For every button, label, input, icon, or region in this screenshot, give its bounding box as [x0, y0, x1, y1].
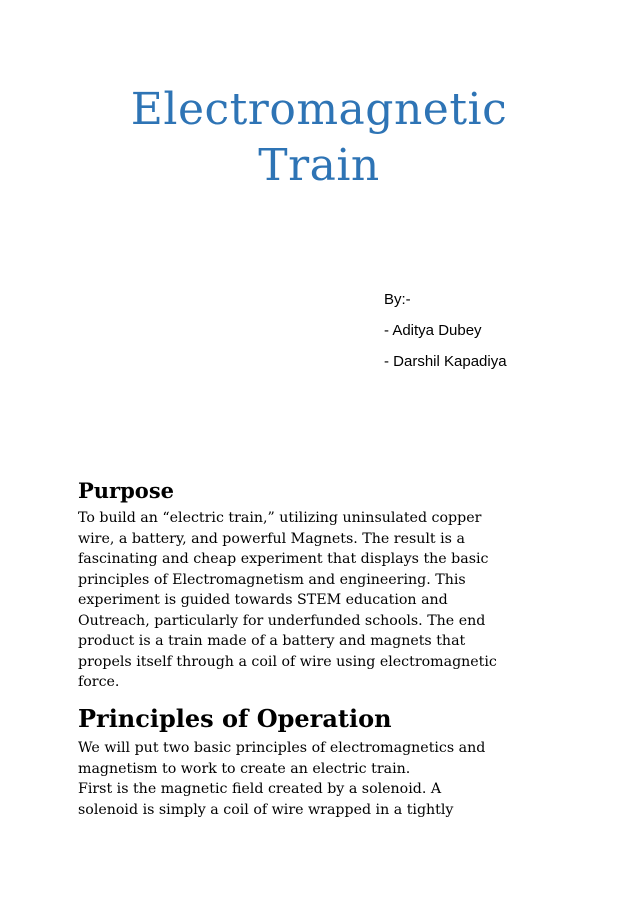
purpose-line: principles of Electromagnetism and engineering. This	[78, 571, 466, 588]
principles-heading: Principles of Operation	[78, 704, 392, 733]
principles-line: We will put two basic principles of electromagnetics and	[78, 740, 486, 756]
purpose-heading: Purpose	[78, 478, 174, 503]
purpose-line: experiment is guided towards STEM education and	[78, 592, 448, 608]
purpose-line: To build an “electric train,” utilizing uninsulated copper	[78, 510, 482, 526]
author-1: - Aditya Dubey	[384, 322, 482, 339]
principles-line: solenoid is simply a coil of wire wrapped in a tightly	[78, 801, 454, 818]
purpose-line: propels itself through a coil of wire using electromagnetic	[78, 653, 497, 670]
byline-label: By:-	[384, 291, 411, 308]
byline	[384, 284, 507, 377]
author-2: - Darshil Kapadiya	[384, 353, 507, 370]
purpose-line: product is a train made of a battery and magnets that	[78, 633, 466, 649]
purpose-line: fascinating and cheap experiment that displays the basic	[78, 551, 489, 567]
title-line-1: Electromagnetic	[130, 84, 508, 135]
principles-paragraph	[78, 738, 568, 820]
principles-line: magnetism to work to create an electric train.	[78, 760, 411, 777]
purpose-line: wire, a battery, and powerful Magnets. The result is a	[78, 530, 465, 547]
document-title	[0, 82, 638, 194]
purpose-line: force.	[78, 674, 120, 690]
title-line-2: Train	[258, 140, 380, 191]
purpose-paragraph	[78, 508, 568, 693]
purpose-line: Outreach, particularly for underfunded schools. The end	[78, 612, 486, 629]
principles-section	[78, 704, 568, 820]
purpose-section	[78, 478, 568, 693]
principles-line: First is the magnetic field created by a solenoid. A	[78, 781, 442, 797]
